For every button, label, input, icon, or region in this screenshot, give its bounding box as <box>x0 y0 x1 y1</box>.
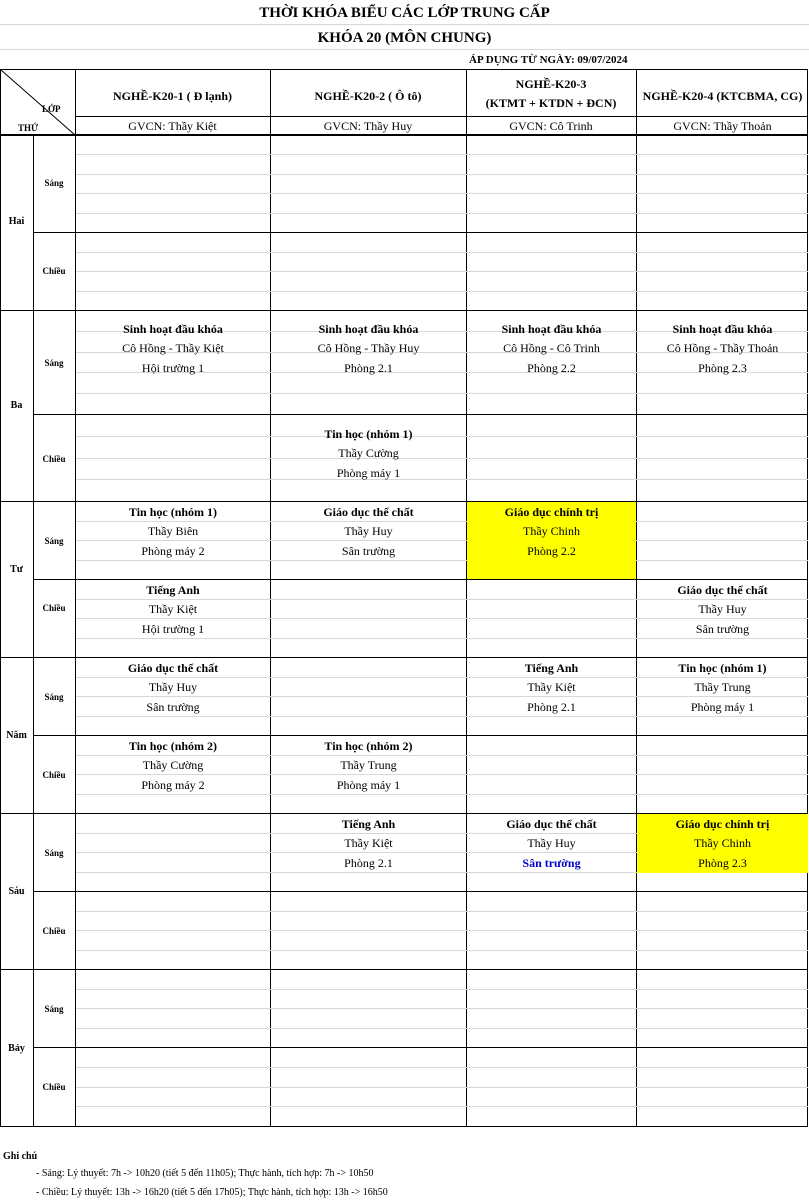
teacher: Thầy Huy <box>527 836 576 850</box>
session-label-morning: Sáng <box>44 536 64 546</box>
homeroom-teacher-2: GVCN: Thầy Huy <box>323 119 413 133</box>
session-label-morning: Sáng <box>44 1004 64 1014</box>
session-label-morning: Sáng <box>44 178 64 188</box>
schedule-entry <box>271 736 466 795</box>
schedule-entry <box>637 658 808 717</box>
subject: Sinh hoạt đầu khóa <box>123 322 223 336</box>
homeroom-teacher-4: GVCN: Thầy Thoản <box>673 119 772 133</box>
subject: Sinh hoạt đầu khóa <box>501 322 602 336</box>
subject: Giáo dục thể chất <box>506 817 597 831</box>
row-gridline <box>76 213 808 214</box>
header-bottom <box>0 134 808 136</box>
day-label-sau: Sáu <box>8 886 25 897</box>
room: Phòng 2.2 <box>527 360 576 375</box>
session-label-morning: Sáng <box>44 358 64 368</box>
schedule-entry <box>271 424 466 483</box>
teacher: Thầy Cường <box>338 446 399 460</box>
day-label-ba: Ba <box>10 400 23 411</box>
session-divider <box>33 891 808 892</box>
schedule-entry <box>467 658 636 717</box>
subject: Tin học (nhóm 1) <box>324 427 413 441</box>
subject: Giáo dục chính trị <box>504 505 599 519</box>
teacher: Cô Hồng - Thầy Kiệt <box>122 341 224 355</box>
session-divider <box>33 1047 808 1048</box>
row-gridline <box>76 252 808 253</box>
notes-label: Ghi chú <box>3 1151 38 1162</box>
corner-day-label: THỨ <box>18 123 39 133</box>
subject: Tin học (nhóm 2) <box>324 739 413 753</box>
session-divider <box>33 232 808 233</box>
subject: Giáo dục thể chất <box>323 505 414 519</box>
teacher: Thầy Trung <box>340 758 397 772</box>
subject: Giáo dục chính trị <box>675 817 770 831</box>
row-gridline <box>76 393 808 394</box>
class-name-2: NGHỀ-K20-2 ( Ô tô) <box>314 89 422 103</box>
day-divider <box>0 310 808 311</box>
subject: Tin học (nhóm 1) <box>128 505 218 519</box>
note-morning: - Sáng: Lý thuyết: 7h -> 10h20 (tiết 5 đến 11h05); Thực hành, tích hợp: 7h -> 10h50 <box>36 1168 374 1179</box>
room: Phòng 2.3 <box>698 360 747 375</box>
day-label-tu: Tư <box>10 564 23 575</box>
teacher: Thầy Kiệt <box>148 602 198 616</box>
schedule-entry <box>637 319 808 378</box>
schedule-entry-highlighted <box>467 502 636 579</box>
apply-date: ÁP DỤNG TỪ NGÀY: 09/07/2024 <box>469 54 628 66</box>
room: Phòng 2.1 <box>527 699 576 714</box>
schedule-entry <box>637 580 808 639</box>
schedule-entry <box>271 814 466 873</box>
room: Phòng 2.2 <box>527 543 576 558</box>
room: Sân trường <box>522 855 581 870</box>
session-divider <box>33 414 808 415</box>
schedule-entry <box>76 502 270 561</box>
schedule-entry <box>467 814 636 873</box>
room: Sân trường <box>146 699 200 714</box>
schedule-entry <box>76 580 270 639</box>
teacher: Thầy Chinh <box>523 524 580 538</box>
row-gridline <box>76 154 808 155</box>
subject: Giáo dục thể chất <box>677 583 768 597</box>
room: Phòng máy 2 <box>141 543 205 558</box>
schedule-entry-highlighted <box>637 814 808 873</box>
teacher: Thầy Cường <box>142 758 204 772</box>
room: Hội trường 1 <box>141 360 205 375</box>
teacher: Thầy Kiệt <box>527 680 576 694</box>
class-name-4: NGHỀ-K20-4 (KTCBMA, CG) <box>642 89 803 103</box>
schedule-entry <box>271 319 466 378</box>
row-gridline <box>76 930 808 931</box>
teacher: Cô Hồng - Thầy Huy <box>317 341 420 355</box>
teacher: Thầy Huy <box>148 680 198 694</box>
note-afternoon: - Chiều: Lý thuyết: 13h -> 16h20 (tiết 5 đến 17h05); Thực hành, tích hợp: 13h -> 16h50 <box>36 1187 388 1198</box>
day-label-hai: Hai <box>8 216 25 227</box>
room: Sân trường <box>695 621 750 636</box>
row-gridline <box>76 1008 808 1009</box>
teacher: Thầy Trung <box>694 680 751 694</box>
teacher: Cô Hồng - Cô Trinh <box>503 341 600 355</box>
day-divider <box>0 969 808 970</box>
subject: Tin học (nhóm 2) <box>128 739 218 753</box>
corner-class-label: LỚP <box>42 104 61 114</box>
gridline <box>0 24 809 25</box>
schedule-entry <box>76 736 270 795</box>
session-label-afternoon: Chiều <box>42 1082 66 1092</box>
teacher: Thầy Chinh <box>694 836 751 850</box>
row-gridline <box>76 1067 808 1068</box>
session-label-afternoon: Chiều <box>42 770 66 780</box>
row-gridline <box>76 989 808 990</box>
subject: Tiếng Anh <box>341 817 396 831</box>
teacher: Thầy Huy <box>698 602 747 616</box>
room: Sân trường <box>341 543 396 558</box>
subject: Sinh hoạt đầu khóa <box>318 322 419 336</box>
room: Phòng máy 2 <box>141 777 205 792</box>
gridline <box>0 49 809 50</box>
class-name-3-line1: NGHỀ-K20-3 <box>515 77 587 91</box>
room: Phòng máy 1 <box>690 699 755 714</box>
schedule-entry <box>76 658 270 717</box>
row-gridline <box>76 1087 808 1088</box>
session-label-afternoon: Chiều <box>42 603 66 613</box>
class-name-1: NGHỀ-K20-1 ( Đ lạnh) <box>112 89 232 103</box>
row-gridline <box>76 1028 808 1029</box>
row-gridline <box>76 911 808 912</box>
class-name-3-line2: (KTMT + KTDN + ĐCN) <box>485 96 617 110</box>
subject: Giáo dục thể chất <box>127 661 219 675</box>
page-title: THỜI KHÓA BIỂU CÁC LỚP TRUNG CẤP <box>259 5 550 21</box>
day-label-bay: Bảy <box>8 1043 25 1054</box>
session-label-morning: Sáng <box>44 848 64 858</box>
session-label-afternoon: Chiều <box>42 266 66 276</box>
teacher: Thầy Biên <box>147 524 199 538</box>
room: Hội trường 1 <box>141 621 205 636</box>
teacher: Thầy Huy <box>344 524 393 538</box>
session-label-afternoon: Chiều <box>42 926 66 936</box>
schedule-entry <box>467 319 636 378</box>
room: Phòng 2.3 <box>698 855 747 870</box>
row-gridline <box>76 193 808 194</box>
homeroom-teacher-3: GVCN: Cô Trinh <box>509 119 593 133</box>
row-gridline <box>76 174 808 175</box>
subject: Tiếng Anh <box>146 583 200 597</box>
room: Phòng máy 1 <box>336 777 401 792</box>
homeroom-teacher-1: GVCN: Thầy Kiệt <box>128 119 217 133</box>
day-label-nam: Năm <box>6 730 27 741</box>
teacher: Cô Hồng - Thầy Thoản <box>666 341 779 355</box>
header-divider <box>75 116 808 117</box>
row-gridline <box>76 950 808 951</box>
teacher: Thầy Kiệt <box>344 836 393 850</box>
room: Phòng 2.1 <box>344 360 393 375</box>
schedule-entry <box>76 319 270 378</box>
room: Phòng máy 1 <box>336 465 401 480</box>
row-gridline <box>76 271 808 272</box>
page-subtitle: KHÓA 20 (MÔN CHUNG) <box>317 30 492 46</box>
session-label-morning: Sáng <box>44 692 64 702</box>
subject: Tiếng Anh <box>524 661 579 675</box>
col-divider <box>33 135 34 1127</box>
row-gridline <box>76 291 808 292</box>
room: Phòng 2.1 <box>344 855 393 870</box>
subject: Tin học (nhóm 1) <box>678 661 767 675</box>
schedule-entry <box>271 502 466 561</box>
row-gridline <box>76 1106 808 1107</box>
session-label-afternoon: Chiều <box>42 454 66 464</box>
subject: Sinh hoạt đầu khóa <box>672 322 773 336</box>
